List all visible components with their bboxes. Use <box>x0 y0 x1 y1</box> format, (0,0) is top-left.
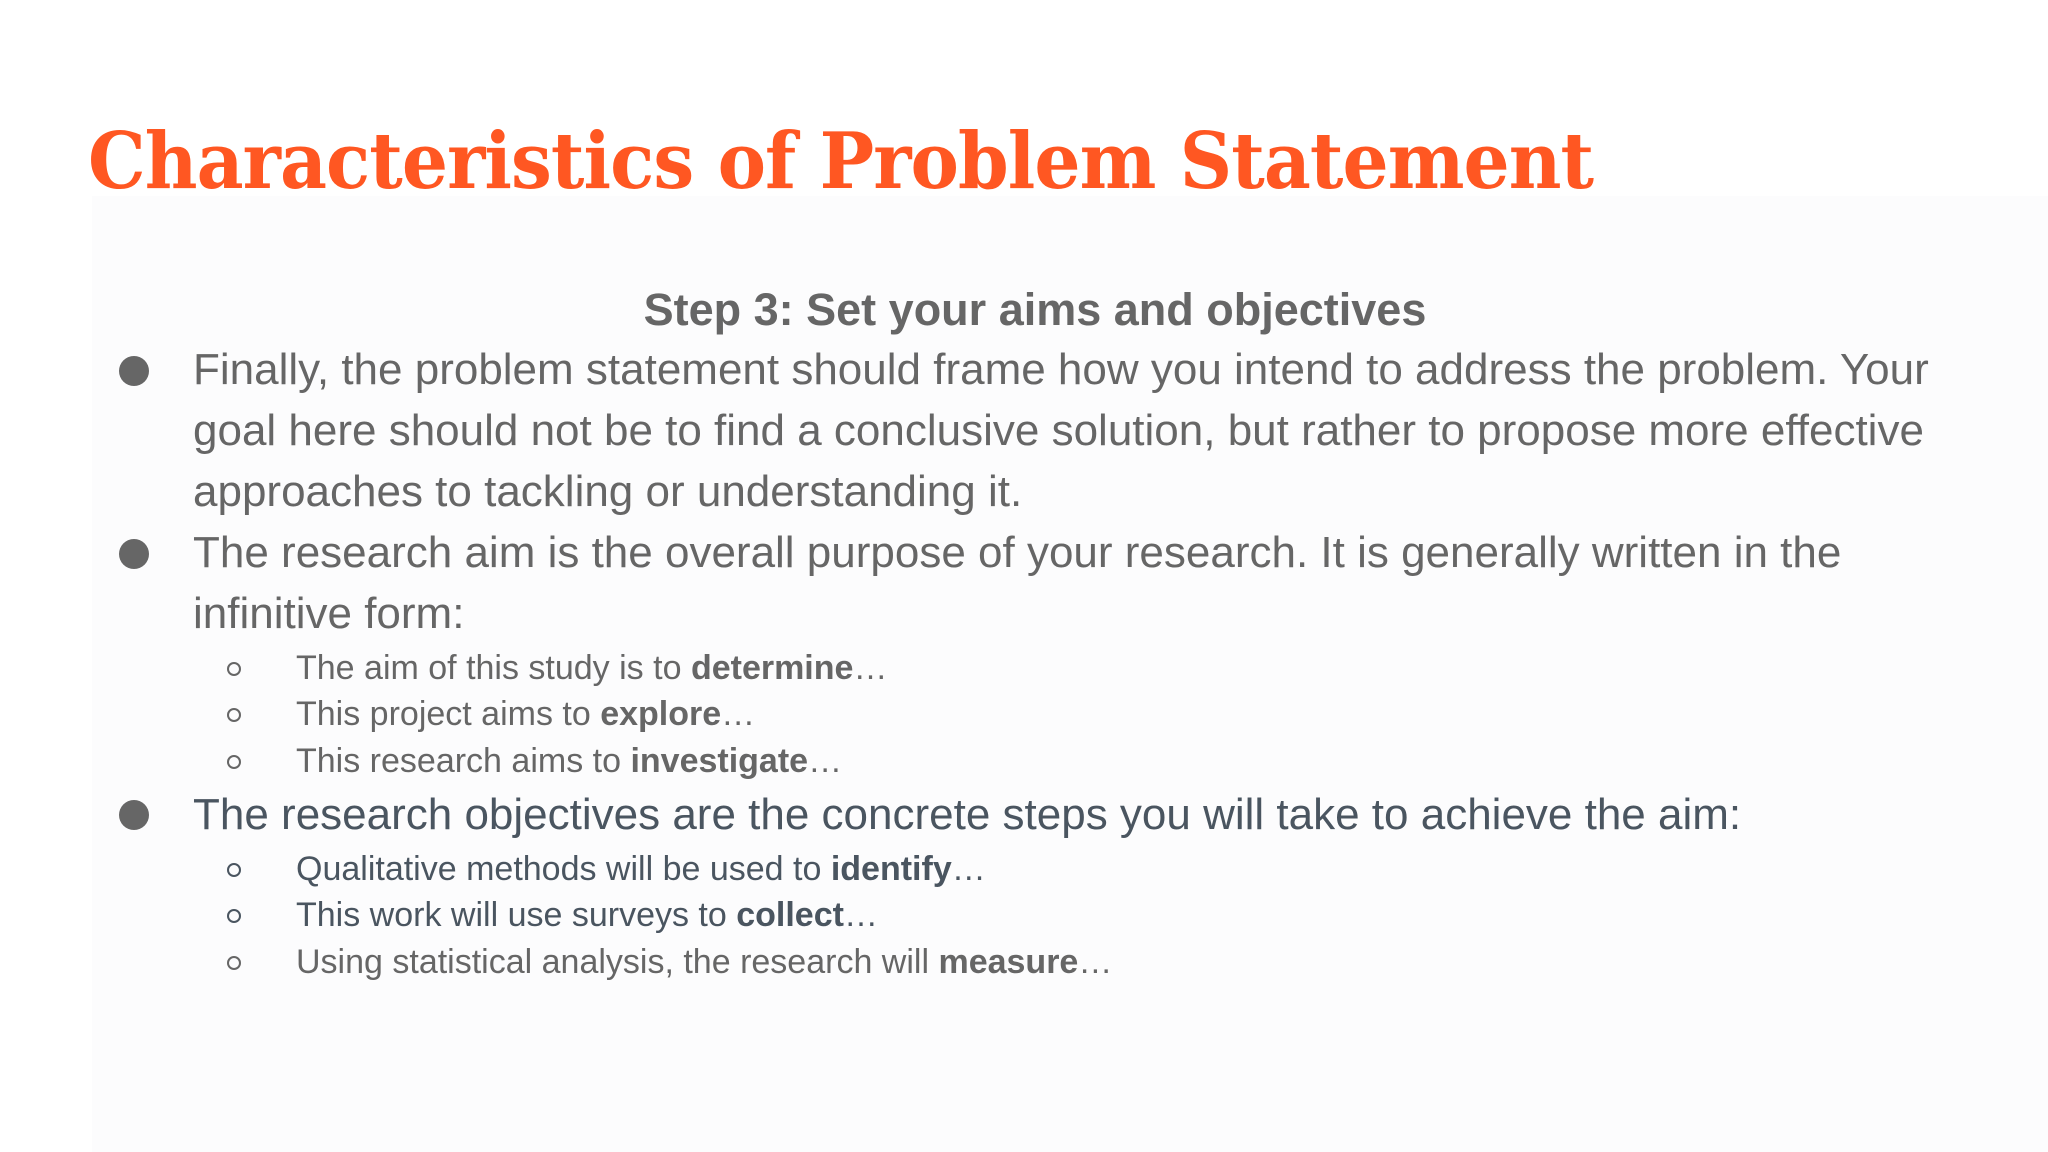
bullet-text-3: The research objectives are the concrete steps you will take to achieve the aim: <box>193 790 1742 839</box>
sub-item-text: This project aims to <box>296 695 601 733</box>
sub-item-keyword: explore <box>600 695 722 733</box>
sub-item-ellipsis: … <box>721 695 756 733</box>
sub-item-ellipsis: … <box>808 742 843 780</box>
sub-item-ellipsis: … <box>843 896 878 934</box>
bullet-dot <box>119 356 149 386</box>
sub-item-text: The aim of this study is to <box>296 649 691 687</box>
sub-item-keyword: identify <box>830 850 952 888</box>
sub-item <box>296 892 878 938</box>
sub-item-keyword: collect <box>736 896 844 934</box>
sub-item <box>296 738 842 784</box>
sub-bullet-circle <box>227 755 241 769</box>
sub-item <box>296 645 887 691</box>
sub-item <box>296 939 1112 985</box>
sub-item-ellipsis: … <box>951 850 986 888</box>
sub-item-ellipsis: … <box>1078 943 1113 981</box>
sub-item <box>296 691 755 737</box>
sub-item-keyword: determine <box>690 649 854 687</box>
sub-bullet-circle <box>227 956 241 970</box>
bullet-text-2: The research aim is the overall purpose of your research. It is generally written in the infinitive form: <box>193 528 1842 638</box>
bullet-text-1: Finally, the problem statement should frame how you intend to address the problem. Your goal here should not be to find a conclusive solution, but rather to propose more effective approaches to tackling or understanding it. <box>193 345 1929 516</box>
sub-bullet-circle <box>227 863 241 877</box>
sub-item-keyword: investigate <box>630 742 809 780</box>
slide-title: Characteristics of Problem Statement <box>88 116 1594 207</box>
sub-item-text: Using statistical analysis, the research will <box>296 943 939 981</box>
sub-item-text: This work will use surveys to <box>296 896 737 934</box>
sub-bullet-circle <box>227 662 241 676</box>
sub-bullet-circle <box>227 909 241 923</box>
bullet-dot <box>119 800 149 830</box>
sub-item-keyword: measure <box>938 943 1079 981</box>
sub-item-text: Qualitative methods will be used to <box>296 850 831 888</box>
sub-item-text: This research aims to <box>296 742 631 780</box>
slide-subtitle: Step 3: Set your aims and objectives <box>643 284 1427 335</box>
bullet-dot <box>119 539 149 569</box>
sub-item <box>296 846 986 892</box>
sub-bullet-circle <box>227 708 241 722</box>
sub-item-ellipsis: … <box>853 649 888 687</box>
